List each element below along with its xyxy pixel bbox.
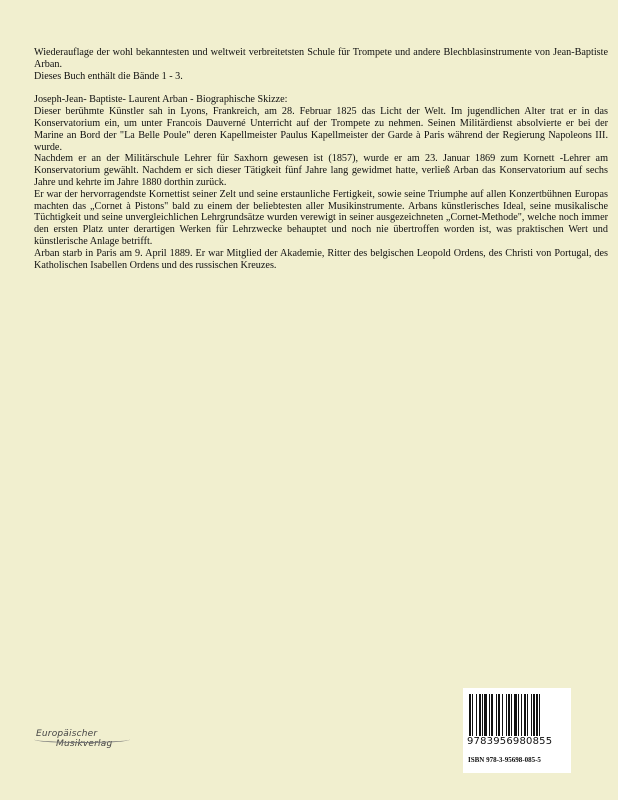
barcode-bar <box>518 694 519 736</box>
barcode-bar <box>476 694 477 736</box>
barcode-bar <box>536 694 538 736</box>
isbn-number: ISBN 978-3-95698-085-5 <box>468 756 541 764</box>
barcode-bar <box>511 694 512 736</box>
bio-paragraph-2: Nachdem er an der Militärschule Lehrer für Saxhorn gewesen ist (1857), wurde er am 23. Januar 1869 zum Kornett -Lehrer am Konservatorium gewählt. Nachdem er sich dieser Tätigkeit fünf Jahre lang gewidmet hatte, verließ Arban das Konservatorium auf sechs Jahre und kehrte im Jahre 1880 dorthin zurück. <box>34 153 608 188</box>
barcode-label <box>463 688 571 773</box>
cover-text <box>34 47 608 271</box>
barcode-digits: 9783956980855 <box>467 736 553 747</box>
publisher-logo-line-1: Europäischer <box>36 729 98 739</box>
barcode-bar <box>539 694 540 736</box>
barcode-bar <box>506 694 507 736</box>
barcode-bar <box>484 694 487 736</box>
barcode-bar <box>472 694 473 736</box>
barcode-bars <box>469 694 567 736</box>
barcode-bar <box>508 694 510 736</box>
barcode-bar <box>479 694 481 736</box>
publisher-logo <box>36 730 112 749</box>
barcode-bar <box>531 694 532 736</box>
barcode-bar <box>533 694 535 736</box>
barcode-bar <box>514 694 517 736</box>
barcode-bar <box>469 694 471 736</box>
barcode-bar <box>521 694 522 736</box>
publisher-logo-line-2: Musikverlag <box>56 739 113 749</box>
bio-paragraph-1: Dieser berühmte Künstler sah in Lyons, Frankreich, am 28. Februar 1825 das Licht der Welt. Im jugendlichen Alter trat er in das Konservatorium ein, um unter Francois Dauverné Unterricht auf der Trompete zu nehmen. Seinen Militärdienst absolvierte er bei der Marine an Bord der "La Belle Poule" deren Kapellmeister Paulus Kapellmeister der Garde à Paris während der Regierung Napoleons III. wurde. <box>34 106 608 153</box>
barcode-bar <box>527 694 528 736</box>
barcode-bar <box>482 694 483 736</box>
barcode-bar <box>524 694 526 736</box>
logo-swoosh <box>34 736 130 743</box>
barcode-bar <box>496 694 497 736</box>
intro-volumes: Dieses Buch enthält die Bände 1 - 3. <box>34 70 183 82</box>
barcode-bar <box>498 694 500 736</box>
bio-paragraph-3: Er war der hervorragendste Kornettist seiner Zelt und seine erstaunliche Fertigkeit, sowie seine Triumphe auf allen Konzertbühnen Europas machten das „Cornet à Pistons" bald zu einem der beliebtesten aller Musikinstrumente. Arbans künstlerisches Ideal, seine musikalische Tüchtigkeit und seine unvergleichlichen Lehrgrundsätze wurden verewigt in seiner ausgezeichneten „Cornet-Methode", welche noch immer den ersten Platz unter derartigen Werken für Lehrzwecke behauptet und noch nie übertroffen worden ist, was praktischen Wert und künstlerische Anlage betrifft. <box>34 188 608 247</box>
bio-heading: Joseph-Jean- Baptiste- Laurent Arban - Biographische Skizze: <box>34 94 288 106</box>
barcode-bar <box>489 694 490 736</box>
barcode-bar <box>502 694 503 736</box>
intro-paragraph: Wiederauflage der wohl bekanntesten und weltweit verbreitetsten Schule für Trompete und andere Blechblasinstrumente von Jean-Baptiste Arban. <box>34 47 608 70</box>
bio-paragraph-4: Arban starb in Paris am 9. April 1889. Er war Mitglied der Akademie, Ritter des belgischen Leopold Ordens, des Christi von Portugal, des Katholischen Isabellen Ordens und des russischen Kreuzes. <box>34 247 608 271</box>
barcode-bar <box>491 694 493 736</box>
